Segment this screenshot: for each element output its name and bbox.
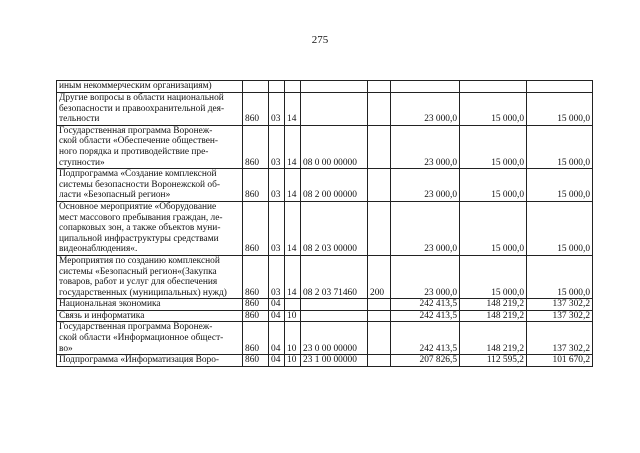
expense-type-cell	[368, 299, 391, 311]
row-name-cell	[57, 255, 243, 298]
section-cell: 03	[269, 169, 285, 202]
expense-type-cell	[368, 81, 391, 93]
sum-year3-cell: 15 000,0	[527, 169, 593, 202]
section-cell: 04	[269, 322, 285, 355]
subsection-cell: 14	[285, 255, 301, 298]
table-row	[57, 355, 593, 367]
row-name-cell	[57, 169, 243, 202]
sum-year2-cell: 148 219,2	[460, 310, 527, 322]
row-name-line: во»	[59, 343, 73, 354]
expense-type-cell	[368, 169, 391, 202]
table-row	[57, 125, 593, 168]
page-number: 275	[311, 34, 329, 46]
row-name-line: тельности	[59, 114, 100, 125]
sum-year1-cell: 242 413,5	[391, 310, 460, 322]
sum-year3-cell: 101 670,2	[527, 355, 593, 367]
sum-year3-cell: 15 000,0	[527, 125, 593, 168]
section-cell: 04	[269, 355, 285, 367]
grbs-cell: 860	[243, 93, 269, 126]
row-name-line: ской области «Информационное общест-	[59, 333, 224, 344]
target-article-cell	[301, 299, 368, 311]
table-row	[57, 299, 593, 311]
sum-year1-cell: 207 826,5	[391, 355, 460, 367]
row-name-cell	[57, 322, 243, 355]
section-cell: 04	[269, 310, 285, 322]
expense-type-cell	[368, 322, 391, 355]
subsection-cell	[285, 299, 301, 311]
target-article-cell	[301, 81, 368, 93]
sum-year2-cell	[460, 81, 527, 93]
budget-table	[56, 80, 593, 367]
target-article-cell: 23 1 00 00000	[301, 355, 368, 367]
grbs-cell	[243, 81, 269, 93]
sum-year3-cell: 15 000,0	[527, 93, 593, 126]
sum-year3-cell: 137 302,2	[527, 310, 593, 322]
expense-type-cell	[368, 355, 391, 367]
grbs-cell: 860	[243, 310, 269, 322]
row-name-cell	[57, 299, 243, 311]
sum-year2-cell: 148 219,2	[460, 299, 527, 311]
row-name-line: Мероприятия по созданию комплексной	[59, 255, 220, 266]
sum-year1-cell: 23 000,0	[391, 201, 460, 255]
sum-year2-cell: 15 000,0	[460, 125, 527, 168]
sum-year3-cell: 137 302,2	[527, 299, 593, 311]
target-article-cell: 08 2 03 71460	[301, 255, 368, 298]
row-name-cell	[57, 201, 243, 255]
row-name-cell	[57, 93, 243, 126]
row-name-line: ципальной инфраструктуры средствами	[59, 233, 219, 244]
target-article-cell	[301, 310, 368, 322]
target-article-cell: 08 2 03 00000	[301, 201, 368, 255]
sum-year2-cell: 15 000,0	[460, 255, 527, 298]
sum-year2-cell: 112 595,2	[460, 355, 527, 367]
table-row	[57, 322, 593, 355]
target-article-cell	[301, 93, 368, 126]
target-article-cell: 08 2 00 00000	[301, 169, 368, 202]
row-name-line: ской области «Обеспечение обществен-	[59, 136, 218, 147]
row-name-line: Государственная программа Воронеж-	[59, 322, 213, 333]
target-article-cell: 08 0 00 00000	[301, 125, 368, 168]
table-body	[57, 81, 593, 367]
row-name-line: товаров, работ и услуг для обеспечения	[59, 277, 218, 288]
subsection-cell: 14	[285, 201, 301, 255]
expense-type-cell: 200	[368, 255, 391, 298]
expense-type-cell	[368, 201, 391, 255]
row-name-line: Связь и информатика	[59, 310, 145, 321]
section-cell: 03	[269, 255, 285, 298]
row-name-cell	[57, 355, 243, 367]
table-row	[57, 255, 593, 298]
row-name-line: Подпрограмма «Создание комплексной	[59, 169, 217, 180]
section-cell	[269, 81, 285, 93]
sum-year3-cell: 137 302,2	[527, 322, 593, 355]
sum-year3-cell	[527, 81, 593, 93]
sum-year1-cell: 23 000,0	[391, 169, 460, 202]
row-name-line: ного порядка и противодействие пре-	[59, 146, 209, 157]
row-name-line: Государственная программа Воронеж-	[59, 125, 213, 136]
sum-year1-cell	[391, 81, 460, 93]
row-name-line: ступности»	[59, 157, 105, 168]
sum-year1-cell: 242 413,5	[391, 299, 460, 311]
table-row	[57, 93, 593, 126]
grbs-cell: 860	[243, 201, 269, 255]
grbs-cell: 860	[243, 322, 269, 355]
sum-year3-cell: 15 000,0	[527, 255, 593, 298]
row-name-line: Национальная экономика	[59, 299, 161, 310]
table-row	[57, 201, 593, 255]
expense-type-cell	[368, 310, 391, 322]
subsection-cell: 14	[285, 125, 301, 168]
section-cell: 03	[269, 93, 285, 126]
row-name-line: мест массового пребывания граждан, ле-	[59, 212, 223, 223]
sum-year2-cell: 15 000,0	[460, 201, 527, 255]
row-name-line: безопасности и правоохранительной дея-	[59, 103, 225, 114]
row-name-line: иным некоммерческим организациям)	[59, 81, 212, 92]
subsection-cell	[285, 81, 301, 93]
subsection-cell: 10	[285, 310, 301, 322]
sum-year2-cell: 15 000,0	[460, 169, 527, 202]
row-name-line: системы безопасности Воронежской об-	[59, 179, 220, 190]
row-name-line: видеонаблюдения«.	[59, 244, 138, 255]
subsection-cell: 14	[285, 93, 301, 126]
table-row	[57, 81, 593, 93]
sum-year2-cell: 148 219,2	[460, 322, 527, 355]
grbs-cell: 860	[243, 299, 269, 311]
row-name-line: Основное мероприятие «Оборудование	[59, 201, 217, 212]
row-name-line: сопарковых зон, а также объектов муни-	[59, 223, 221, 234]
sum-year1-cell: 23 000,0	[391, 125, 460, 168]
sum-year3-cell: 15 000,0	[527, 201, 593, 255]
subsection-cell: 14	[285, 169, 301, 202]
grbs-cell: 860	[243, 255, 269, 298]
grbs-cell: 860	[243, 355, 269, 367]
sum-year1-cell: 23 000,0	[391, 93, 460, 126]
expense-type-cell	[368, 93, 391, 126]
sum-year1-cell: 23 000,0	[391, 255, 460, 298]
row-name-cell	[57, 125, 243, 168]
sum-year2-cell: 15 000,0	[460, 93, 527, 126]
row-name-line: Подпрограмма «Информатизация Воро-	[59, 355, 220, 366]
expense-type-cell	[368, 125, 391, 168]
section-cell: 04	[269, 299, 285, 311]
row-name-line: ласти «Безопасный регион»	[59, 190, 171, 201]
section-cell: 03	[269, 201, 285, 255]
sum-year1-cell: 242 413,5	[391, 322, 460, 355]
row-name-line: системы «Безопасный регион«(Закупка	[59, 266, 217, 277]
row-name-line: Другие вопросы в области национальной	[59, 93, 224, 103]
table-row	[57, 310, 593, 322]
grbs-cell: 860	[243, 169, 269, 202]
grbs-cell: 860	[243, 125, 269, 168]
subsection-cell: 10	[285, 355, 301, 367]
row-name-cell	[57, 81, 243, 93]
table-row	[57, 169, 593, 202]
target-article-cell: 23 0 00 00000	[301, 322, 368, 355]
section-cell: 03	[269, 125, 285, 168]
row-name-line: государственных (муниципальных) нужд)	[59, 287, 227, 298]
subsection-cell: 10	[285, 322, 301, 355]
row-name-cell	[57, 310, 243, 322]
